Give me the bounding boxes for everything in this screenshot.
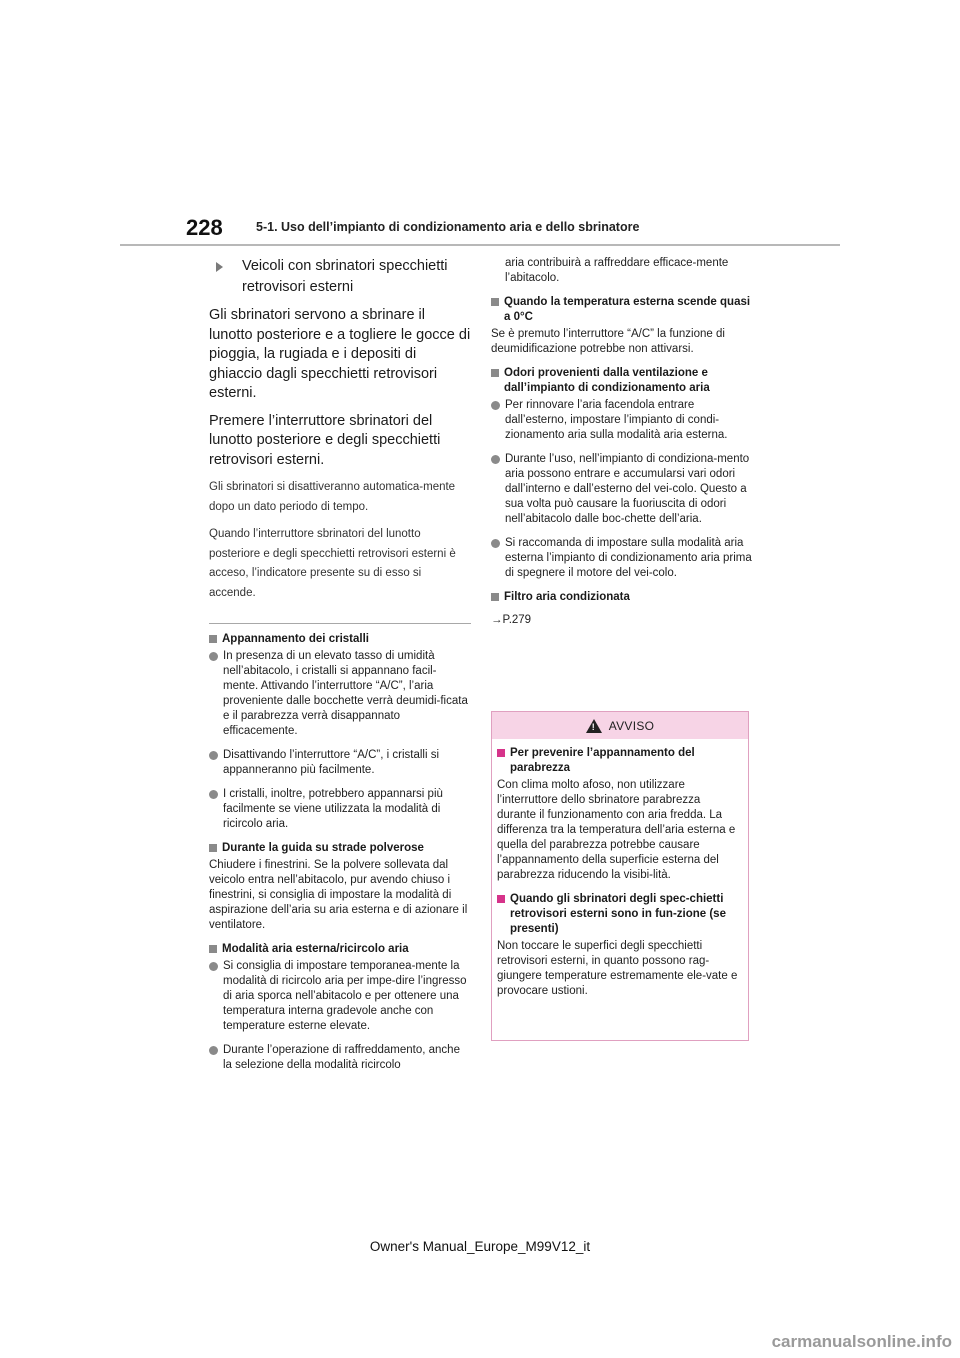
page-number: 228 xyxy=(186,215,223,240)
list-item xyxy=(209,748,471,778)
circle-bullet-icon xyxy=(491,401,500,410)
warning-title: AVVISO xyxy=(608,718,655,733)
list-item-text: Disattivando l’interruttore “A/C”, i cristalli si appanneranno più facilmente. xyxy=(223,749,440,776)
square-bullet-icon xyxy=(497,749,505,757)
list-item-text: Durante l’uso, nell’impianto di condiziona-mento aria possono entrare e accumularsi vari odori dall’interno e dall’esterno del vei-colo. Questo a sua volta può causare la fuoriuscita di odori nell’abitacolo dalle boc-chette dell’aria. xyxy=(505,453,750,525)
list-item-text: Durante l’operazione di raffreddamento, anche la selezione della modalità ricircolo xyxy=(223,1044,460,1071)
left-column xyxy=(209,256,471,1082)
paragraph-dusty-roads: Chiudere i finestrini. Se la polvere sollevata dal veicolo entra nell’abitacolo, pur avendo chiuso i finestrini, si consiglia di impostare la modalità di aspirazione dell’aria su aria esterna e di azionare il ventilatore. xyxy=(209,859,468,931)
note-heading-text: Odori provenienti dalla ventilazione e dall’impianto di condizionamento aria xyxy=(504,367,710,394)
square-bullet-icon xyxy=(491,593,499,601)
list-item-text: Per rinnovare l’aria facendola entrare dall’esterno, impostare l’impianto di condi-zionamento aria sulla modalità aria esterna. xyxy=(505,399,728,441)
note-heading-text: Filtro aria condizionata xyxy=(504,591,630,603)
square-bullet-icon xyxy=(209,844,217,852)
header-divider xyxy=(120,244,840,246)
watermark: carmanualsonline.info xyxy=(771,1332,952,1351)
note-heading xyxy=(209,632,471,647)
footer-doc-id: Owner's Manual_Europe_M99V12_it xyxy=(369,1239,591,1254)
square-bullet-icon xyxy=(209,945,217,953)
circle-bullet-icon xyxy=(491,455,500,464)
note-heading-text: Quando la temperatura esterna scende quasi a 0°C xyxy=(504,296,751,323)
square-bullet-icon xyxy=(209,635,217,643)
warning-body xyxy=(492,739,748,999)
warning-heading xyxy=(497,892,742,937)
subsection-heading xyxy=(209,256,471,298)
list-item xyxy=(491,452,753,527)
note-heading xyxy=(491,295,753,325)
list-item xyxy=(209,959,471,1034)
triangle-bullet-icon xyxy=(216,262,231,272)
right-column xyxy=(491,256,753,637)
square-bullet-icon xyxy=(497,895,505,903)
note-heading xyxy=(209,942,471,957)
circle-bullet-icon xyxy=(209,962,218,971)
list-item xyxy=(209,649,471,739)
warning-heading-text: Per prevenire l’appannamento del parabrezza xyxy=(510,747,695,774)
warning-paragraph: Non toccare le superfici degli specchietti retrovisori esterni, in quanto possono rag-giungere temperature estremamente ele-vate e provocare ustioni. xyxy=(497,940,738,997)
circle-bullet-icon xyxy=(209,652,218,661)
list-item xyxy=(491,398,753,443)
warning-header xyxy=(492,712,748,739)
square-bullet-icon xyxy=(491,369,499,377)
paragraph-defrost-instruction: Premere l’interruttore sbrinatori del lunotto posteriore e degli specchietti retrovisori esterni. xyxy=(209,412,441,468)
list-item-text: In presenza di un elevato tasso di umidità nell’abitacolo, i cristalli si appannano facil-mente. Attivando l’interruttore “A/C”, l’aria proveniente dalle bocchette verrà deumidi-ficata e il parabrezza verrà disappannato efficacemente. xyxy=(223,650,468,737)
paragraph-defrost-purpose: Gli sbrinatori servono a sbrinare il lunotto posteriore e a togliere le gocce di pioggia, la rugiada e i depositi di ghiaccio dagli specchietti retrovisori esterni. xyxy=(209,307,471,401)
warning-paragraph: Con clima molto afoso, non utilizzare l’interruttore dello sbrinatore parabrezza durante il funzionamento con aria fredda. La differenza tra la temperatura dell’aria esterna e quella del parabrezza potrebbe causare l’appannamento della superficie esterna del parabrezza riducendo la visibi-lità. xyxy=(497,779,736,881)
note-heading-text: Appannamento dei cristalli xyxy=(222,633,369,645)
section-header: 5-1. Uso dell’impianto di condizionamento aria e dello sbrinatore xyxy=(256,220,640,234)
circle-bullet-icon xyxy=(209,751,218,760)
note-heading xyxy=(491,366,753,396)
note-heading-text: Modalità aria esterna/ricircolo aria xyxy=(222,943,409,955)
warning-triangle-icon: ! xyxy=(586,719,602,733)
warning-box xyxy=(491,711,749,1041)
circle-bullet-icon xyxy=(209,790,218,799)
paragraph-indicator: Quando l’interruttore sbrinatori del lunotto posteriore e degli specchietti retrovisori esterni è acceso, l’indicatore presente su di esso si accende. xyxy=(209,528,456,599)
paragraph-continuation: aria contribuirà a raffreddare efficace-mente l’abitacolo. xyxy=(505,257,729,284)
note-heading xyxy=(491,590,753,605)
list-item-text: Si consiglia di impostare temporanea-mente la modalità di ricircolo aria per impe-dire l’ingresso di aria sporca nell’abitacolo e per ottenere una temperatura interna gradevole anche con temperature esterne elevate. xyxy=(223,960,467,1032)
list-item-text: I cristalli, inoltre, potrebbero appannarsi più facilmente se viene utilizzata la modalità di ricircolo aria. xyxy=(223,788,443,830)
paragraph-auto-off: Gli sbrinatori si disattiveranno automatica-mente dopo un dato periodo di tempo. xyxy=(209,481,456,513)
section-divider xyxy=(209,623,471,624)
list-item xyxy=(209,787,471,832)
note-heading-text: Durante la guida su strade polverose xyxy=(222,842,424,854)
square-bullet-icon xyxy=(491,298,499,306)
warning-heading xyxy=(497,746,742,776)
list-item-text: Si raccomanda di impostare sulla modalità aria esterna l’impianto di condizionamento aria prima di spegnere il motore del vei-colo. xyxy=(505,537,752,579)
note-heading xyxy=(209,841,471,856)
subsection-heading-text: Veicoli con sbrinatori specchietti retrovisori esterni xyxy=(242,258,448,295)
paragraph-cold-temp: Se è premuto l’interruttore “A/C” la funzione di deumidificazione potrebbe non attivarsi. xyxy=(491,328,725,355)
warning-heading-text: Quando gli sbrinatori degli spec-chietti retrovisori esterni sono in fun-zione (se presenti) xyxy=(510,893,726,935)
page-reference-link[interactable]: →P.279 xyxy=(491,614,532,626)
list-item xyxy=(491,536,753,581)
circle-bullet-icon xyxy=(491,539,500,548)
circle-bullet-icon xyxy=(209,1046,218,1055)
list-item xyxy=(209,1043,471,1073)
